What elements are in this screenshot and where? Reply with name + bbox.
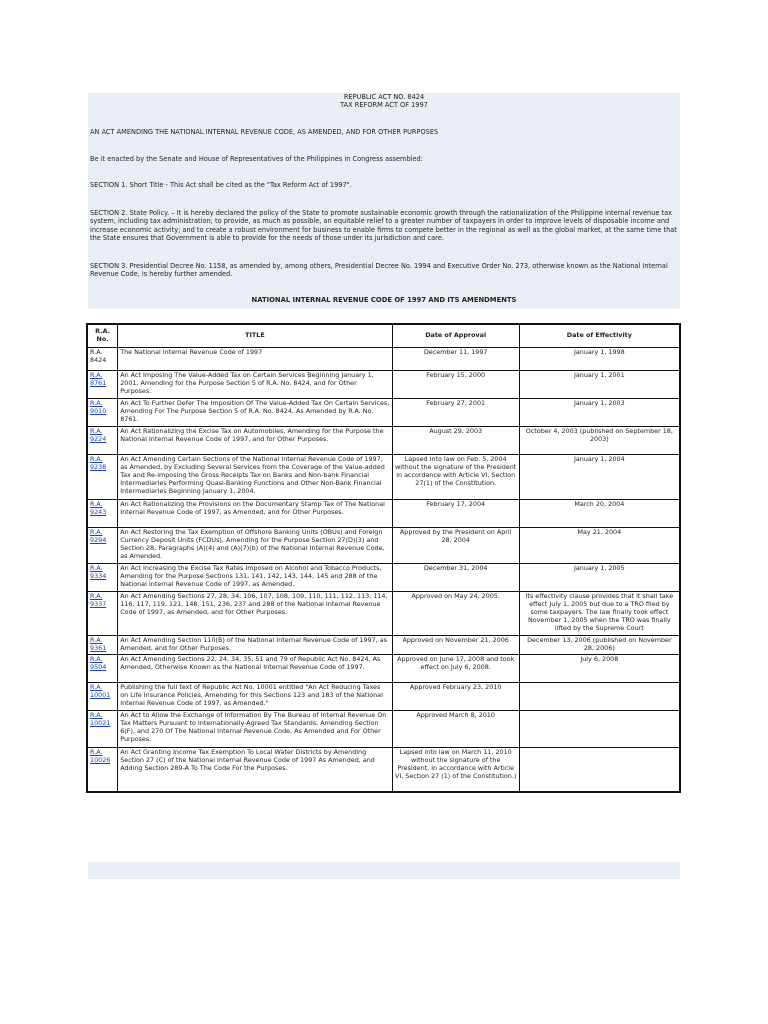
date-of-approval: February 15, 2000 xyxy=(392,371,519,399)
ra-number-link[interactable]: R.A. 9224 xyxy=(90,427,107,443)
date-of-approval: February 17, 2004 xyxy=(392,500,519,528)
table-row xyxy=(87,528,680,564)
ra-number-link[interactable]: R.A. 9337 xyxy=(90,592,107,608)
date-of-effectivity: March 20, 2004 xyxy=(519,500,680,528)
date-of-approval: December 31, 2004 xyxy=(392,564,519,592)
table-row xyxy=(87,748,680,793)
date-of-effectivity xyxy=(519,711,680,748)
date-of-effectivity: January 1, 2005 xyxy=(519,564,680,592)
ra-number-link[interactable]: R.A. 9504 xyxy=(90,655,107,671)
ra-number-link[interactable]: R.A. 9010 xyxy=(90,399,107,415)
ra-title: An Act Amending Sections 22, 24, 34, 35, 51 and 79 of Republic Act No. 8424, As Amended, Otherwise Known as the National Internal Revenue Code of 1997. xyxy=(118,655,392,683)
date-of-effectivity xyxy=(519,748,680,793)
ra-title: An Act Granting Income Tax Exemption To Local Water Districts by Amending Section 27 (C) of the National Internal Revenue Code of 1997 As Amended, and Adding Section 289-A To The Code For the Purposes. xyxy=(118,748,392,793)
table-row xyxy=(87,371,680,399)
table-row xyxy=(87,655,680,683)
ra-title: An Act Rationalizing the Provisions on the Documentary Stamp Tax of The National Internal Revenue Code of 1997, as Amended, and for Other Purposes. xyxy=(118,500,392,528)
table-caption: NATIONAL INTERNAL REVENUE CODE OF 1997 AND ITS AMENDMENTS xyxy=(251,296,517,304)
act-name-heading: TAX REFORM ACT OF 1997 xyxy=(340,101,428,109)
ra-number-link[interactable]: R.A. 10001 xyxy=(90,683,111,699)
table-row xyxy=(87,427,680,455)
ra-number-link[interactable]: R.A. 10021 xyxy=(90,711,111,727)
date-of-approval: Approved by the President on April 28, 2004 xyxy=(392,528,519,564)
date-of-approval: Approved on November 21, 2006 xyxy=(392,636,519,655)
section-3: SECTION 3. Presidential Decree No. 1158, as amended by, among others, Presidential Decree No. 1994 and Executive Order No. 273, otherwise known as the National Internal Revenue Code, is hereby further amended. xyxy=(90,262,668,279)
date-of-approval: Approved February 23, 2010 xyxy=(392,683,519,711)
date-of-effectivity: October 4, 2003 (published on September 18, 2003) xyxy=(519,427,680,455)
date-of-approval: Approved March 8, 2010 xyxy=(392,711,519,748)
ra-title: An Act Imposing The Value-Added Tax on Certain Services Beginning January 1, 2001, Amending for the Purpose Section 5 of R.A. No. 8424, and for Other Purposes. xyxy=(118,371,392,399)
date-of-approval: Approved on May 24, 2005. xyxy=(392,592,519,636)
ra-number-link[interactable]: R.A. 9294 xyxy=(90,528,107,544)
table-row xyxy=(87,592,680,636)
header-title: TITLE xyxy=(118,324,392,348)
ra-title: An Act Amending Certain Sections of the National Internal Revenue Code of 1997, as Amended, by Excluding Several Services from the Coverage of the Value-added Tax and Re-imposing the Gross Receipts Tax on Banks and Non-bank Financial Intermediaries Performing Quasi-Banking Functions and Other Non-Bank Financial Intermediaries Beginning January 1, 2004. xyxy=(118,455,392,500)
date-of-effectivity: May 21, 2004 xyxy=(519,528,680,564)
ra-title: An Act Increasing the Excise Tax Rates Imposed on Alcohol and Tobacco Products, Amending for the Purpose Sections 131, 141, 142, 143, 144, 145 and 288 of the National Internal Revenue Code of 1997, as Amended. xyxy=(118,564,392,592)
date-of-effectivity xyxy=(519,683,680,711)
table-row xyxy=(87,683,680,711)
ra-number-link[interactable]: R.A. 9238 xyxy=(90,455,107,471)
act-title: AN ACT AMENDING THE NATIONAL INTERNAL REVENUE CODE, AS AMENDED, AND FOR OTHER PURPOSES xyxy=(90,128,439,136)
date-of-effectivity: January 1, 2001 xyxy=(519,371,680,399)
header-ra-no: R.A. No. xyxy=(87,324,118,348)
ra-title: An Act Amending Sections 27, 28, 34, 106, 107, 108, 109, 110, 111, 112, 113, 114, 116, 117, 119, 121, 148, 151, 236, 237 and 288 of the National Internal Revenue Code of 1997, as Amended, and for Other Purposes. xyxy=(118,592,392,636)
date-of-effectivity: January 1, 2003 xyxy=(519,399,680,427)
ra-number: R.A. 8424 xyxy=(90,348,107,364)
table-row xyxy=(87,636,680,655)
table-row xyxy=(87,564,680,592)
act-number-heading: REPUBLIC ACT NO. 8424 xyxy=(343,93,425,101)
ra-title: The National Internal Revenue Code of 1997 xyxy=(118,348,392,371)
header-date-of-approval: Date of Approval xyxy=(392,324,519,348)
table-row xyxy=(87,455,680,500)
amendments-table xyxy=(86,323,681,793)
date-of-effectivity: January 1, 1998 xyxy=(519,348,680,371)
ra-title: An Act To Further Defer The Imposition Of The Value-Added Tax On Certain Services, Amending For The Purpose Section 5 of R.A. No. 8424, As Amended by R.A. No. 8761. xyxy=(118,399,392,427)
ra-title: An Act Rationalizing the Excise Tax on Automobiles, Amending for the Purpose the National Internal Revenue Code of 1997, and for Other Purposes. xyxy=(118,427,392,455)
section-2: SECTION 2. State Policy. – It is hereby declared the policy of the State to promote sustainable economic growth through the rationalization of the Philippine internal revenue tax system, including tax administration; to provide, as much as possible, an equitable relief to a greater number of taxpayers in order to improve levels of disposable income and increase economic activity; and to create a robust environment for business to enable firms to compete better in the regional as well as the global market, at the same time that the State ensures that Government is able to provide for the needs of those under its jurisdiction and care. xyxy=(90,209,677,243)
table-row xyxy=(87,399,680,427)
section-1: SECTION 1. Short Title - This Act shall be cited as the "Tax Reform Act of 1997". xyxy=(90,181,352,189)
date-of-approval: February 27, 2001 xyxy=(392,399,519,427)
ra-number-link[interactable]: R.A. 10026 xyxy=(90,748,111,764)
enacting-clause: Be it enacted by the Senate and House of Representatives of the Philippines in Congress assembled: xyxy=(90,155,423,163)
date-of-approval: August 29, 2003 xyxy=(392,427,519,455)
date-of-effectivity: Its effectivity clause provides that it shall take effect July 1, 2005 but due to a TRO filed by some taxpayers. The law finally took effect November 1, 2005 when the TRO was finally lifted by the Supreme Court xyxy=(519,592,680,636)
table-row xyxy=(87,711,680,748)
header-date-of-effectivity: Date of Effectivity xyxy=(519,324,680,348)
ra-number-link[interactable]: R.A. 9243 xyxy=(90,500,107,516)
ra-title: An Act Amending Section 110(B) of the National Internal Revenue Code of 1997, as Amended, and for Other Purposes. xyxy=(118,636,392,655)
table-row xyxy=(87,500,680,528)
date-of-approval: Approved on June 17, 2008 and took effect on July 6, 2008. xyxy=(392,655,519,683)
date-of-effectivity: July 6, 2008 xyxy=(519,655,680,683)
date-of-approval: Lapsed into law on Feb. 5, 2004 without the signature of the President in accordance with Article VI, Section 27(1) of the Constitution. xyxy=(392,455,519,500)
ra-title: An Act to Allow the Exchange of Information By The Bureau of Internal Revenue On Tax Matters Pursuant to Internationally-Agreed Tax Standards, Amending Section 6(F), and 270 Of The National Internal Revenue Code, As Amended and For Other Purposes. xyxy=(118,711,392,748)
ra-title: An Act Restoring the Tax Exemption of Offshore Banking Units (OBUs) and Foreign Currency Deposit Units (FCDUs), Amending for the Purpose Section 27(D)(3) and Section 28, Paragraphs (A)(4) and (A)(7)(b) of the National Internal Revenue Code, as Amended. xyxy=(118,528,392,564)
ra-number-link[interactable]: R.A. 9334 xyxy=(90,564,107,580)
ra-number-link[interactable]: R.A. 9361 xyxy=(90,636,107,652)
date-of-approval: December 11, 1997 xyxy=(392,348,519,371)
date-of-effectivity: January 1, 2004 xyxy=(519,455,680,500)
ra-title: Publishing the full text of Republic Act No. 10001 entitled "An Act Reducing Taxes on Life Insurance Policies, Amending for this Sections 123 and 183 of the National Internal Revenue Code of 1997, as Amended." xyxy=(118,683,392,711)
ra-number-link[interactable]: R.A. 8761 xyxy=(90,371,107,387)
table-header-row xyxy=(87,324,680,348)
footer-panel xyxy=(88,862,680,879)
table-row xyxy=(87,348,680,371)
date-of-approval: Lapsed into law on March 11, 2010 without the signature of the President, in accordance with Article VI, Section 27 (1) of the Constitution.) xyxy=(392,748,519,793)
date-of-effectivity: December 13, 2006 (published on November 28, 2006) xyxy=(519,636,680,655)
